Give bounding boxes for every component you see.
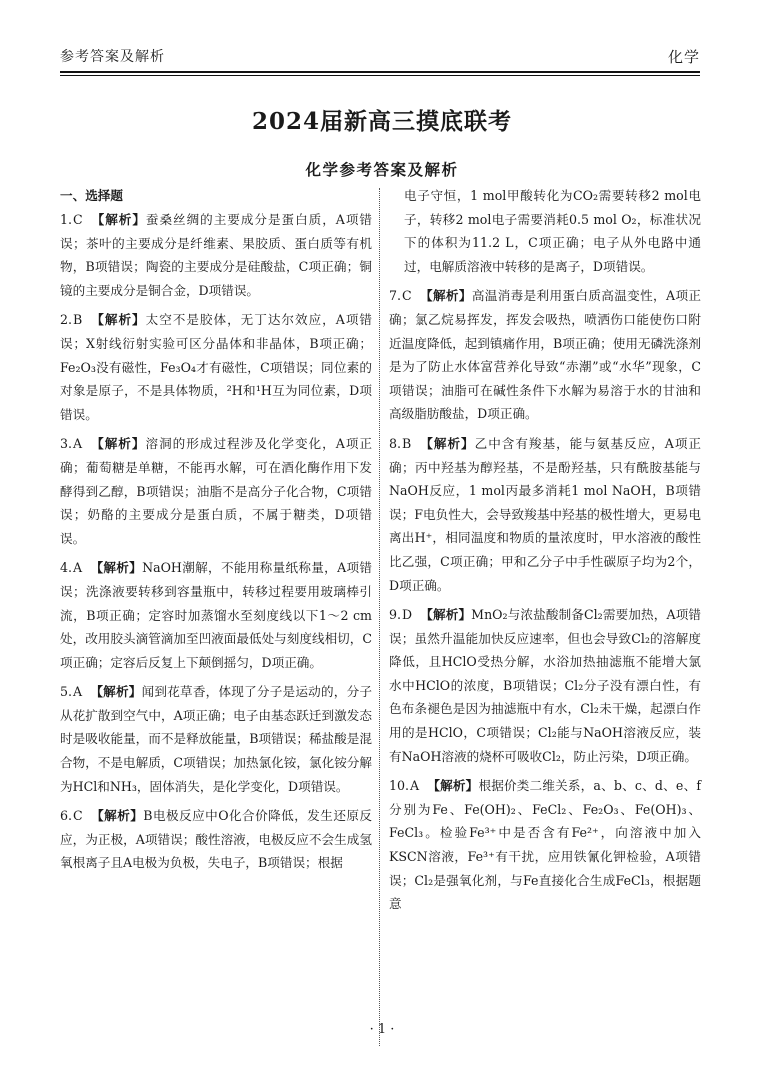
column-divider xyxy=(379,188,380,1046)
question-item xyxy=(389,284,701,426)
question-number: 9. xyxy=(389,607,402,623)
question-item xyxy=(60,680,372,798)
analysis-text: 高温消毒是利用蛋白质高温变性，A项正确；氯乙烷易挥发，挥发会吸热，喷洒伤口能使伤口附近温度降低，起到镇痛作用，B项正确；使用无磷洗涤剂是为了防止水体富营养化导致“赤潮”或“水华”现象，C项错误；油脂可在碱性条件下水解为易溶于水的甘油和高级脂肪酸盐，D项正确。 xyxy=(389,288,701,422)
analysis-text: NaOH潮解，不能用称量纸称量，A项错误；洗涤液要转移到容量瓶中，转移过程要用玻璃棒引流，B项正确；定容时加蒸馏水至刻度线以下1～2 cm处，改用胶头滴管滴加至凹液面最低处与刻度线相切，C项正确；定容后反复上下颠倒摇匀，D项正确。 xyxy=(60,560,372,670)
question-number: 3. xyxy=(60,436,73,452)
analysis-tag: 【解析】 xyxy=(90,312,146,328)
question-number: 7. xyxy=(389,288,402,304)
answer-letter: C xyxy=(402,288,412,304)
question-number: 8. xyxy=(389,435,402,451)
question-item xyxy=(60,308,372,426)
question-item xyxy=(60,804,372,875)
page-subtitle: 化学参考答案及解析 xyxy=(305,160,459,179)
answer-letter: A xyxy=(410,778,420,794)
analysis-tag: 【解析】 xyxy=(419,435,475,451)
question-item xyxy=(60,556,372,674)
question-item xyxy=(60,432,372,550)
analysis-text: 根据价类二维关系，a、b、c、d、e、f分别为Fe、Fe(OH)₂、FeCl₂、Fe₂O₃、Fe(OH)₃、FeCl₃。检验Fe³⁺中是否含有Fe²⁺，向溶液中加入KSCN溶液，Fe³⁺有干扰，应用铁氰化钾检验，A项错误；Cl₂是强氧化剂，与Fe直接化合生成FeCl₃，根据题意 xyxy=(389,778,702,912)
analysis-tag: 【解析】 xyxy=(90,212,146,227)
answer-letter: C xyxy=(73,212,83,227)
answer-letter: A xyxy=(73,436,83,452)
analysis-text: MnO₂与浓盐酸制备Cl₂需要加热，A项错误；虽然升温能加快反应速率，但也会导致Cl₂的溶解度降低，且HClO受热分解，水浴加热抽滤瓶不能增大氯水中HClO的浓度，B项错误；Cl₂分子没有漂白性，有色布条褪色是因为抽滤瓶中有水，Cl₂未干燥，起漂白作用的是HClO，C项错误；Cl₂能与NaOH溶液反应，装有NaOH溶液的烧杯可吸收Cl₂，防止污染，D项正确。 xyxy=(389,607,702,764)
right-question-list xyxy=(389,284,701,915)
page-title: 2024届新高三摸底联考 xyxy=(251,108,512,135)
question-number: 10. xyxy=(389,778,410,794)
right-column xyxy=(389,184,701,922)
section-heading: 一、选择题 xyxy=(60,188,123,203)
header-rule xyxy=(60,71,700,73)
analysis-tag: 【解析】 xyxy=(427,778,479,794)
question-number: 4. xyxy=(60,560,73,576)
analysis-text: 太空不是胶体，无丁达尔效应，A项错误；X射线衍射实验可区分晶体和非晶体，B项正确；Fe₂O₃没有磁性，Fe₃O₄才有磁性，C项错误；同位素的对象是原子，不是具体物质，²H和¹H互为同位素，D项错误。 xyxy=(60,312,372,422)
analysis-text: B电极反应中O化合价降低，发生还原反应，为正极，A项错误；酸性溶液，电极反应不会生成氢氧根离子且A电极为负极，失电子，B项错误；根据 xyxy=(60,808,372,871)
page-number: · 1 · xyxy=(369,1022,395,1037)
answer-letter: B xyxy=(402,435,412,451)
question-item xyxy=(389,432,701,597)
analysis-tag: 【解析】 xyxy=(90,808,144,824)
analysis-tag: 【解析】 xyxy=(90,436,146,452)
question-number: 1. xyxy=(60,212,73,227)
header-subject-label: 化学 xyxy=(667,48,700,66)
answer-letter: A xyxy=(73,560,83,576)
question-number: 5. xyxy=(60,684,73,700)
analysis-text: 蚕桑丝绸的主要成分是蛋白质，A项错误；茶叶的主要成分是纤维素、果胶质、蛋白质等有机物，B项错误；陶瓷的主要成分是硅酸盐，C项正确；铜镜的主要成分是铜合金，D项错误。 xyxy=(60,212,372,298)
header-rule-thin xyxy=(60,75,700,76)
left-question-list xyxy=(60,208,372,875)
analysis-text: 闻到花草香，体现了分子是运动的，分子从花扩散到空气中，A项正确；电子由基态跃迁到激发态时是吸收能量，而不是释放能量，B项错误；稀盐酸是混合物，不是电解质，C项错误；加热氯化铵，氯化铵分解为HCl和NH₃，固体消失，是化学变化，D项错误。 xyxy=(60,684,373,794)
analysis-text: 溶洞的形成过程涉及化学变化，A项正确；葡萄糖是单糖，不能再水解，可在酒化酶作用下发酵得到乙醇，B项错误；油脂不是高分子化合物，C项错误；奶酪的主要成分是蛋白质，不属于糖类，D项错误。 xyxy=(60,436,372,546)
answer-letter: B xyxy=(73,312,83,328)
analysis-text: 乙中含有羧基，能与氨基反应，A项正确；丙中羟基为醇羟基，不是酚羟基，只有酰胺基能与NaOH反应，1 mol丙最多消耗1 mol NaOH，B项错误；F电负性大，会导致羧基中羟基的极性增大，更易电离出H⁺，相同温度和物质的量浓度时，甲水溶液的酸性比乙强，C项正确；甲和乙分子中手性碳原子均为2个，D项正确。 xyxy=(389,435,701,593)
answer-letter: D xyxy=(402,607,413,623)
question-item xyxy=(389,774,701,916)
page-header xyxy=(60,46,700,68)
left-column xyxy=(60,184,372,881)
analysis-tag: 【解析】 xyxy=(90,560,143,576)
analysis-tag: 【解析】 xyxy=(419,288,472,304)
answer-letter: A xyxy=(73,684,83,700)
question-6-continuation: 电子守恒，1 mol甲酸转化为CO₂需要转移2 mol电子，转移2 mol电子需要消耗0.5 mol O₂，标准状况下的体积为11.2 L，C项正确；电子从外电路中通过，电解质溶液中转移的是离子，D项错误。 xyxy=(404,188,701,274)
analysis-tag: 【解析】 xyxy=(420,607,472,623)
answer-letter: C xyxy=(73,808,83,824)
question-item xyxy=(389,603,701,768)
header-left-label: 参考答案及解析 xyxy=(60,49,165,65)
question-number: 2. xyxy=(60,312,73,328)
analysis-tag: 【解析】 xyxy=(90,684,142,700)
question-number: 6. xyxy=(60,808,73,824)
question-item xyxy=(60,208,372,302)
